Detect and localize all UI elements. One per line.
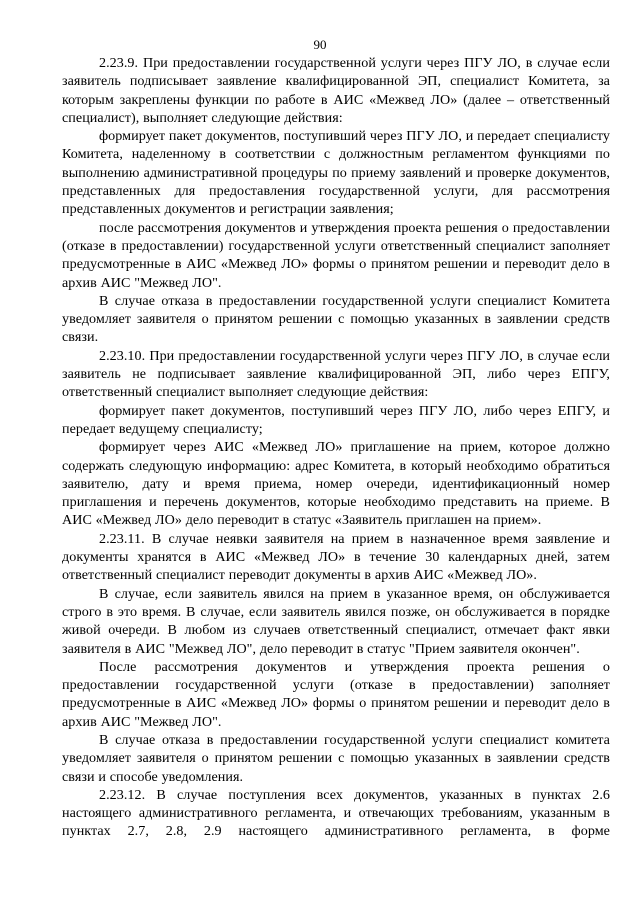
paragraph-forms-package: формирует пакет документов, поступивший через ПГУ ЛО, и передает специалисту Комитета, наделенному в соответствии с должностным регламентом функциями по выполнению административной процедуры по приему заявлений и проверке документов, представленных для предоставления государственной услуги, для рассмотрения представленных документов и регистрации заявления;	[62, 128, 610, 218]
paragraph-refusal-notice-2: В случае отказа в предоставлении государственной услуги специалист комитета уведомляет заявителя о принятом решении с помощью указанных в заявлении средств связи и способе уведомления.	[62, 731, 610, 785]
paragraph-2-23-9: 2.23.9. При предоставлении государственной услуги через ПГУ ЛО, в случае если заявитель подписывает заявление квалифицированной ЭП, специалист Комитета, за которым закреплены функции по работе в АИС «Межвед ЛО» (далее – ответственный специалист), выполняет следующие действия:	[62, 55, 610, 126]
paragraph-after-review: после рассмотрения документов и утверждения проекта решения о предоставлении (отказе в предоставлении) государственной услуги ответственный специалист заполняет предусмотренные в АИС «Межвед ЛО» формы о принятом решении и переводит дело в архив АИС "Межвед ЛО".	[62, 219, 610, 291]
paragraph-2-23-11: 2.23.11. В случае неявки заявителя на прием в назначенное время заявление и документы хранятся в АИС «Межвед ЛО» в течение 30 календарных дней, затем ответственный специалист переводит документы в архив АИС «Межвед ЛО».	[62, 530, 610, 584]
paragraph-appearance: В случае, если заявитель явился на прием в указанное время, он обслуживается строго в это время. В случае, если заявитель явился позже, он обслуживается в порядке живой очереди. В любом из случаев ответственный специалист, отмечает факт явки заявителя в АИС "Межвед ЛО", дело переводит в статус "Прием заявителя окончен".	[62, 585, 610, 657]
paragraph-2-23-10: 2.23.10. При предоставлении государственной услуги через ПГУ ЛО, в случае если заявитель не подписывает заявление квалифицированной ЭП, либо через ЕПГУ, ответственный специалист выполняет следующие действия:	[62, 347, 610, 401]
paragraph-invitation: формирует через АИС «Межвед ЛО» приглашение на прием, которое должно содержать следующую информацию: адрес Комитета, в который необходимо обратиться заявителю, дату и время приема, номер очереди, идентификационный номер приглашения и перечень документов, которые необходимо представить на приеме. В АИС «Межвед ЛО» дело переводит в статус «Заявитель приглашен на прием».	[62, 439, 610, 529]
paragraph-forms-package-epgu: формирует пакет документов, поступивший через ПГУ ЛО, либо через ЕПГУ, и передает ведущему специалисту;	[62, 402, 610, 437]
paragraph-after-review-2: После рассмотрения документов и утверждения проекта решения о предоставлении государственной услуги (отказе в предоставлении) заполняет предусмотренные в АИС «Межвед ЛО» формы о принятом решении и переводит дело в архив АИС "Межвед ЛО".	[62, 658, 610, 730]
document-body	[62, 54, 610, 841]
page-number: 90	[313, 37, 327, 52]
paragraph-2-23-12: 2.23.12. В случае поступления всех документов, указанных в пунктах 2.6 настоящего административного регламента, и отвечающих требованиям, указанным в пунктах 2.7, 2.8, 2.9 настоящего административного регламента, в форме	[62, 786, 610, 840]
paragraph-refusal-notice: В случае отказа в предоставлении государственной услуги специалист Комитета уведомляет заявителя о принятом решении с помощью указанных в заявлении средств связи.	[62, 292, 610, 346]
